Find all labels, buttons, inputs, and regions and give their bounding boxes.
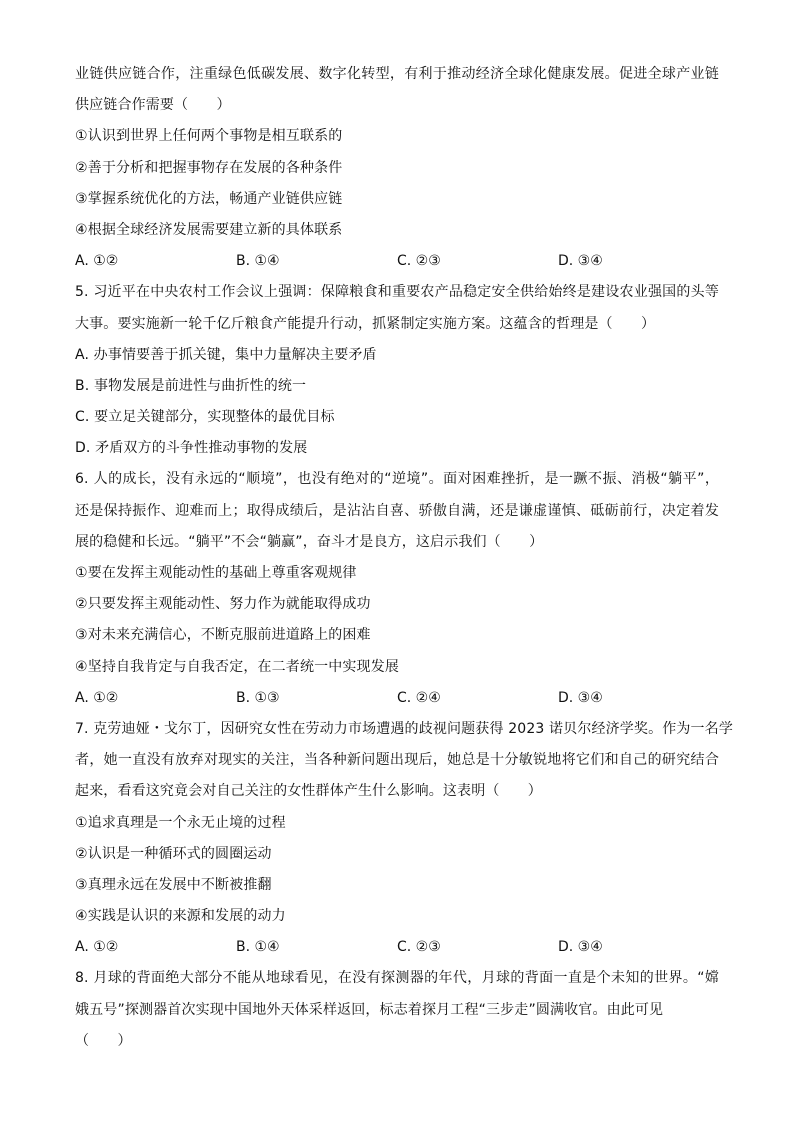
- option-d: D. ③④: [558, 689, 603, 706]
- option-b: B. ①③: [236, 689, 280, 706]
- statement-4: ④根据全球经济发展需要建立新的具体联系: [75, 221, 343, 238]
- question-stem-line: 起来，看看这究竟会对自己关注的女性群体产生什么影响。这表明（ ）: [75, 783, 542, 800]
- question-stem-line: 大事。要实施新一轮千亿斤粮食产能提升行动，抓紧制定实施方案。这蕴含的哲理是（ ）: [75, 315, 656, 332]
- statement-4: ④实践是认识的来源和发展的动力: [75, 908, 286, 925]
- statement-2: ②认识是一种循环式的圆圈运动: [75, 845, 272, 862]
- statement-3: ③真理永远在发展中不断被推翻: [75, 876, 272, 893]
- answer-options: [75, 246, 719, 277]
- choice-a: A. 办事情要善于抓关键，集中力量解决主要矛盾: [75, 346, 377, 363]
- question-stem-line: 娥五号”探测器首次实现中国地外天体采样返回，标志着探月工程“三步走”圆满收官。由此可见: [75, 1001, 664, 1018]
- choice-b: B. 事物发展是前进性与曲折性的统一: [75, 377, 307, 394]
- question-stem-line: 者，她一直没有放弃对现实的关注，当各种新问题出现后，她总是十分敏锐地将它们和自己的研究结合: [75, 752, 719, 769]
- question-stem-line: 6. 人的成长，没有永远的“顺境”，也没有绝对的“逆境”。面对困难挫折，是一蹶不振、消极“躺平”，: [75, 471, 719, 488]
- answer-options: [75, 932, 719, 963]
- question-stem-line: （ ）: [75, 1032, 132, 1049]
- question-7: [75, 714, 733, 964]
- option-d: D. ③④: [558, 939, 603, 956]
- statement-3: ③对未来充满信心，不断克服前进道路上的困难: [75, 627, 371, 644]
- option-a: A. ①②: [75, 253, 119, 270]
- question-stem-line: 展的稳健和长远。“躺平”不会“躺赢”，奋斗才是良方，这启示我们（ ）: [75, 533, 544, 550]
- question-stem-line: 8. 月球的背面绝大部分不能从地球看见，在没有探测器的年代，月球的背面一直是个未知的世界。“嫦: [75, 970, 719, 987]
- question-5: [75, 277, 719, 464]
- question-4: [75, 59, 719, 277]
- statement-2: ②善于分析和把握事物存在发展的各种条件: [75, 159, 343, 176]
- statement-4: ④坚持自我肯定与自我否定，在二者统一中实现发展: [75, 658, 399, 675]
- option-c: C. ②④: [397, 689, 441, 706]
- question-stem-line: 7. 克劳迪娅・戈尔丁，因研究女性在劳动力市场遭遇的歧视问题获得 2023 诺贝尔经济学奖。作为一名学: [75, 720, 733, 737]
- option-a: A. ①②: [75, 689, 119, 706]
- statement-2: ②只要发挥主观能动性、努力作为就能取得成功: [75, 596, 371, 613]
- option-d: D. ③④: [558, 253, 603, 270]
- option-b: B. ①④: [236, 253, 280, 270]
- choice-c: C. 要立足关键部分，实现整体的最优目标: [75, 409, 335, 426]
- option-b: B. ①④: [236, 939, 280, 956]
- option-c: C. ②③: [397, 253, 441, 270]
- question-8: [75, 963, 719, 1057]
- question-stem-line: 供应链合作需要（ ）: [75, 97, 231, 114]
- question-stem-line: 业链供应链合作，注重绿色低碳发展、数字化转型，有利于推动经济全球化健康发展。促进全球产业链: [75, 66, 719, 82]
- question-stem-line: 5. 习近平在中央农村工作会议上强调：保障粮食和重要农产品稳定安全供给始终是建设农业强国的头等: [75, 284, 719, 301]
- question-6: [75, 464, 719, 714]
- question-stem-line: 还是保持振作、迎难而上；取得成绩后，是沾沾自喜、骄傲自满，还是谦虚谨慎、砥砺前行，决定着发: [75, 502, 719, 519]
- statement-1: ①追求真理是一个永无止境的过程: [75, 814, 286, 831]
- choice-d: D. 矛盾双方的斗争性推动事物的发展: [75, 440, 308, 457]
- statement-1: ①认识到世界上任何两个事物是相互联系的: [75, 128, 343, 145]
- answer-options: [75, 683, 719, 714]
- statement-3: ③掌握系统优化的方法，畅通产业链供应链: [75, 190, 343, 207]
- page-content: [75, 59, 733, 1057]
- option-a: A. ①②: [75, 939, 119, 956]
- statement-1: ①要在发挥主观能动性的基础上尊重客观规律: [75, 565, 357, 581]
- option-c: C. ②③: [397, 939, 441, 956]
